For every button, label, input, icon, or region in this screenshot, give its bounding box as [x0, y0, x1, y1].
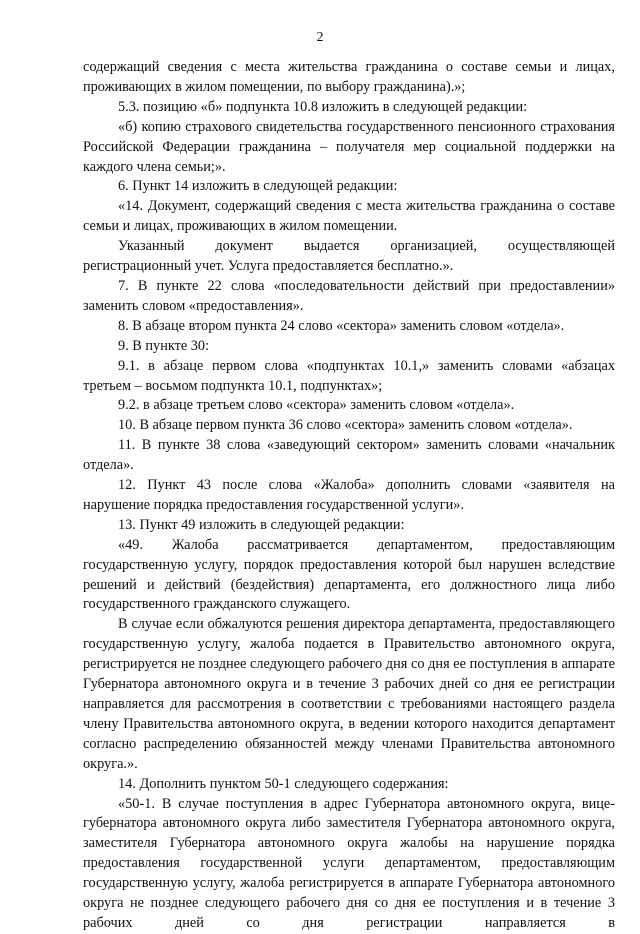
paragraph-item-6: 6. Пункт 14 изложить в следующей редакции: [118, 178, 398, 195]
paragraph-item-8: 8. В абзаце втором пункта 24 слово «сектора» заменить словом «отдела». [118, 317, 565, 334]
paragraph-item-12: 12. Пункт 43 после слова «Жалоба» дополнить словами «заявителя на нарушение порядка предоставления государственной услуги». [83, 477, 615, 513]
paragraph-item-9-2: 9.2. в абзаце третьем слово «сектора» заменить словом «отдела». [118, 397, 515, 414]
paragraph-quote-14: «14. Документ, содержащий сведения с места жительства гражданина о составе семьи и лицах, проживающих в жилом помещении. [83, 198, 615, 235]
paragraph-item-10: 10. В абзаце первом пункта 36 слово «сектора» заменить словом «отдела». [118, 417, 573, 434]
document-body [83, 58, 615, 934]
paragraph-quote-14-note: Указанный документ выдается организацией, осуществляющей регистрационный учет. Услуга предоставляется бесплатно.». [83, 238, 615, 275]
paragraph-item-14: 14. Дополнить пунктом 50-1 следующего содержания: [118, 775, 449, 792]
paragraph-continuation: содержащий сведения с места жительства гражданина о составе семьи и лицах, проживающих в жилом помещении, по выбору гражданина).»; [83, 59, 615, 95]
paragraph-item-11: 11. В пункте 38 слова «заведующий сектором» заменить словами «начальник отдела». [83, 437, 615, 474]
paragraph-quote-49-case: В случае если обжалуются решения директора департамента, предоставляющего государственную услугу, жалоба подается в Правительство автономного округа, регистрируется не позднее следующего рабочего дня со дня ее поступления в аппарате Губернатора автономного округа и в течение 3 рабочих дней со дня ее регистрации направляется для рассмотрения в соответствии с требованиями настоящего раздела члену Правительства автономного округа, в ведении которого находится департамент согласно распределению обязанностей между членами Правительства автономного округа.». [83, 616, 615, 772]
paragraph-item-13: 13. Пункт 49 изложить в следующей редакции: [118, 516, 405, 533]
paragraph-item-5-3: 5.3. позицию «б» подпункта 10.8 изложить в следующей редакции: [118, 98, 528, 115]
paragraph-item-7: 7. В пункте 22 слова «последовательности действий при предоставлении» заменить словом «предоставления». [83, 277, 615, 314]
paragraph-quote-50-1: «50-1. В случае поступления в адрес Губернатора автономного округа, вице-губернатора автономного округа либо заместителя Губернатора автономного округа, заместителя Губернатора автономного округа жалобы на нарушение порядка предоставления государственной услуги департаментом, предоставляющим государственную услугу, жалоба регистрируется в аппарате Губернатора автономного округа не позднее следующего рабочего дня со дня ее поступления и в течение 3 рабочих дней со дня регистрации направляется в [83, 795, 615, 931]
paragraph-quote-b: «б) копию страхового свидетельства государственного пенсионного страхования Российской Федерации гражданина – получателя мер социальной поддержки на каждого члена семьи;». [83, 118, 615, 175]
page-number: 2 [316, 30, 324, 45]
paragraph-item-9: 9. В пункте 30: [118, 337, 210, 354]
paragraph-quote-49: «49. Жалоба рассматривается департаментом, предоставляющим государственную услугу, порядок предоставления которой был нарушен вследствие решений и действий (бездействия) департамента, его должностного лица либо государственного гражданского служащего. [83, 536, 615, 613]
paragraph-item-9-1: 9.1. в абзаце первом слова «подпунктах 10.1,» заменить словами «абзацах третьем – восьмом подпункта 10.1, подпунктах»; [83, 357, 615, 394]
